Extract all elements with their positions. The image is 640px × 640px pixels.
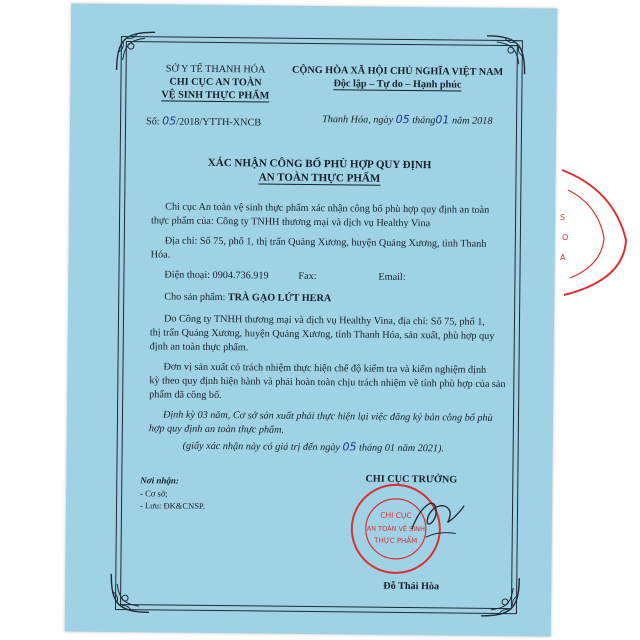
certificate-document	[65, 3, 558, 636]
country-name: CỘNG HÒA XÃ HỘI CHỦ NGHĨA VIỆT NAM	[292, 64, 504, 78]
svg-text:S: S	[560, 213, 566, 222]
recipient-item: - Cơ sở;	[140, 488, 168, 499]
producer-line2: thị trấn Quảng Xương, huyện Quảng Xương, tỉnh Thanh Hóa, sản xuất, phù hợp quy	[149, 327, 495, 342]
producer-line3: định an toàn thực phẩm.	[149, 341, 249, 354]
duty-line1: Đơn vị sản xuất có trách nhiệm thực hiện chế độ kiểm tra và kiểm nghiệm định	[163, 361, 487, 376]
address-line2: Hóa.	[150, 249, 171, 261]
validity-note: (giấy xác nhận này có giá trị đến ngày 05 tháng 01 năm 2021).	[182, 440, 445, 455]
duty-line2: kỳ theo quy định hiện hành và phải hoàn toàn chịu trách nhiệm về tính phù hợp của sản	[149, 375, 506, 391]
stamp-text-line2: AN TOÀN VỆ SINH	[366, 524, 425, 534]
svg-text:O: O	[562, 233, 569, 242]
adjacent-document-stamp-edge	[554, 160, 640, 300]
periodic-line2: hợp quy định an toàn thực phẩm.	[148, 423, 285, 436]
signatory-title: CHI CỤC TRƯỞNG	[365, 473, 458, 486]
handwritten-signature	[406, 487, 467, 548]
document-title-line1: XÁC NHẬN CÔNG BỐ PHÙ HỢP QUY ĐỊNH	[207, 156, 432, 172]
product-name: TRÀ GẠO LỨT HERA	[227, 292, 332, 305]
fax-label: Fax:	[298, 270, 317, 283]
producer-line1: Do Công ty TNHH thương mại và dịch vụ Healthy Vina, địa chỉ: Số 75, phố 1,	[163, 313, 485, 328]
corner-ornament-bottom-left	[109, 572, 151, 614]
agency-name-line2: VỆ SINH THỰC PHẨM	[161, 89, 270, 102]
intro-line1: Chi cục An toàn vệ sinh thực phẩm xác nhận công bố phù hợp quy định an toàn	[165, 201, 490, 216]
agency-parent: SỞ Y TẾ THANH HÓA	[165, 63, 266, 76]
reference-number-handwritten: 05	[162, 114, 177, 128]
agency-name-line1: CHI CỤC AN TOÀN	[169, 76, 262, 89]
corner-ornament-bottom-right	[479, 576, 521, 618]
intro-line2: thực phẩm của: Công ty TNHH thương mại và dịch vụ Healthy Vina	[150, 215, 431, 230]
periodic-line1: Định kỳ 03 năm, Cơ sở sản xuất phải thực hiện lại việc đăng ký bản công bố phù	[162, 409, 493, 424]
email-label: Email:	[378, 271, 406, 283]
recipient-item: - Lưu: ĐK&CNSP.	[139, 500, 205, 511]
product-field: Cho sản phẩm: TRÀ GẠO LỨT HERA	[164, 291, 332, 305]
svg-text:A: A	[560, 253, 566, 262]
document-title-line2: AN TOÀN THỰC PHẨM	[258, 171, 381, 185]
national-motto: Độc lập – Tự do – Hạnh phúc	[333, 78, 462, 91]
signatory-name: Đỗ Thái Hòa	[383, 580, 440, 593]
issue-date: Thanh Hóa, ngày 05 tháng01 năm 2018	[322, 112, 493, 127]
stamp-text-line3: THỰC PHẨM	[374, 536, 418, 546]
address-line1: Địa chỉ: Số 75, phố 1, thị trấn Quảng Xương, huyện Quảng Xương, tỉnh Thanh	[164, 235, 487, 250]
stamp-text-line1: CHI CỤC	[380, 510, 412, 521]
phone-field: Điện thoại: 0904.736.919	[164, 269, 269, 282]
duty-line3: phẩm đã công bố.	[149, 389, 222, 402]
recipients-label: Nơi nhận:	[140, 475, 179, 486]
reference-number: Số: 05/2018/YTTH-XNCB	[146, 114, 262, 129]
